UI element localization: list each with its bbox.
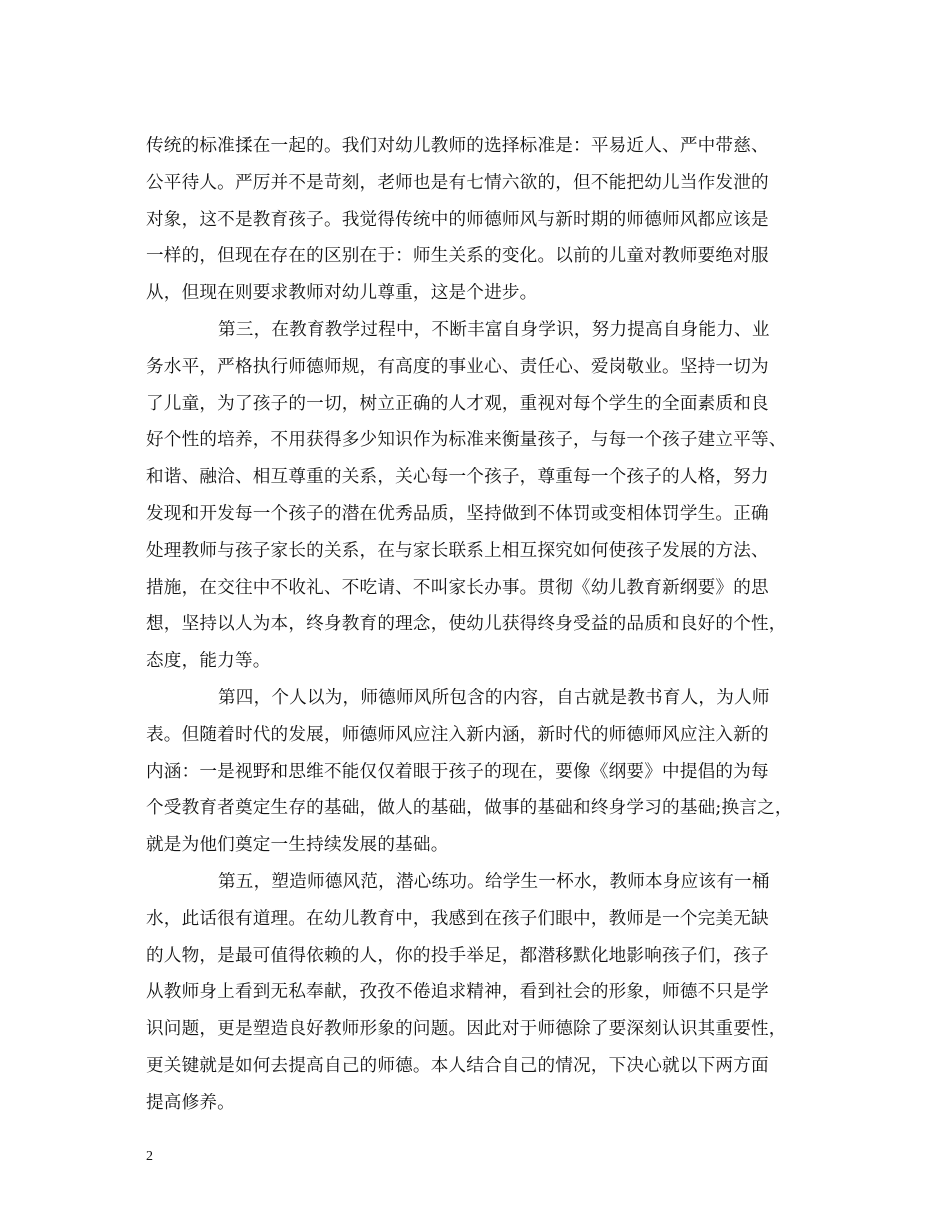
text-line: 好个性的培养，不用获得多少知识作为标准来衡量孩子，与每一个孩子建立平等、 bbox=[146, 430, 787, 451]
text-line: 内涵：一是视野和思维不能仅仅着眼于孩子的现在，要像《纲要》中提倡的为每 bbox=[146, 761, 769, 782]
paragraph-first-line: 第三，在教育教学过程中，不断丰富自身学识，努力提高自身能力、业 bbox=[218, 319, 770, 340]
text-line: 和谐、融洽、相互尊重的关系，关心每一个孩子，尊重每一个孩子的人格，努力 bbox=[146, 467, 769, 488]
text-line: 更关键就是如何去提高自己的师德。本人结合自己的情况，下决心就以下两方面 bbox=[146, 1055, 769, 1076]
text-line: 措施，在交往中不收礼、不吃请、不叫家长办事。贯彻《幼儿教育新纲要》的思 bbox=[146, 577, 769, 598]
text-line: 态度，能力等。 bbox=[146, 651, 271, 672]
document-body bbox=[146, 128, 826, 1122]
paragraph-first-line: 第四，个人以为，师德师风所包含的内容，自古就是教书育人，为人师 bbox=[218, 687, 770, 708]
text-line: 对象，这不是教育孩子。我觉得传统中的师德师风与新时期的师德师风都应该是 bbox=[146, 209, 769, 230]
text-line: 就是为他们奠定一生持续发展的基础。 bbox=[146, 835, 449, 856]
text-line: 想，坚持以人为本，终身教育的理念，使幼儿获得终身受益的品质和良好的个性， bbox=[146, 614, 787, 635]
text-line: 了儿童，为了孩子的一切，树立正确的人才观，重视对每个学生的全面素质和良 bbox=[146, 393, 769, 414]
text-line: 从，但现在则要求教师对幼儿尊重，这是个进步。 bbox=[146, 283, 538, 304]
text-line: 从教师身上看到无私奉献，孜孜不倦追求精神，看到社会的形象，师德不只是学 bbox=[146, 982, 769, 1003]
text-line: 传统的标准揉在一起的。我们对幼儿教师的选择标准是：平易近人、严中带慈、 bbox=[146, 136, 769, 156]
text-line: 处理教师与孩子家长的关系，在与家长联系上相互探究如何使孩子发展的方法、 bbox=[146, 540, 769, 561]
text-line: 务水平，严格执行师德师规，有高度的事业心、责任心、爱岗敬业。坚持一切为 bbox=[146, 356, 769, 377]
text-line: 识问题，更是塑造良好教师形象的问题。因此对于师德除了要深刻认识其重要性， bbox=[146, 1019, 787, 1040]
text-line: 公平待人。严厉并不是苛刻，老师也是有七情六欲的，但不能把幼儿当作发泄的 bbox=[146, 172, 769, 193]
text-line: 表。但随着时代的发展，师德师风应注入新内涵，新时代的师德师风应注入新的 bbox=[146, 724, 769, 745]
paragraph-first-line: 第五，塑造师德风范，潜心练功。给学生一杯水，教师本身应该有一桶 bbox=[218, 871, 770, 892]
text-line: 的人物，是最可值得依赖的人，你的投手举足，都潜移默化地影响孩子们，孩子 bbox=[146, 945, 769, 966]
text-line: 水，此话很有道理。在幼儿教育中，我感到在孩子们眼中，教师是一个完美无缺 bbox=[146, 908, 769, 929]
page-number: 2 bbox=[146, 1149, 153, 1164]
text-line: 提高修养。 bbox=[146, 1092, 235, 1113]
text-line: 一样的，但现在存在的区别在于：师生关系的变化。以前的儿童对教师要绝对服 bbox=[146, 246, 769, 267]
text-line: 发现和开发每一个孩子的潜在优秀品质，坚持做到不体罚或变相体罚学生。正确 bbox=[146, 503, 769, 524]
text-line: 个受教育者奠定生存的基础，做人的基础，做事的基础和终身学习的基础;换言之， bbox=[146, 798, 793, 819]
